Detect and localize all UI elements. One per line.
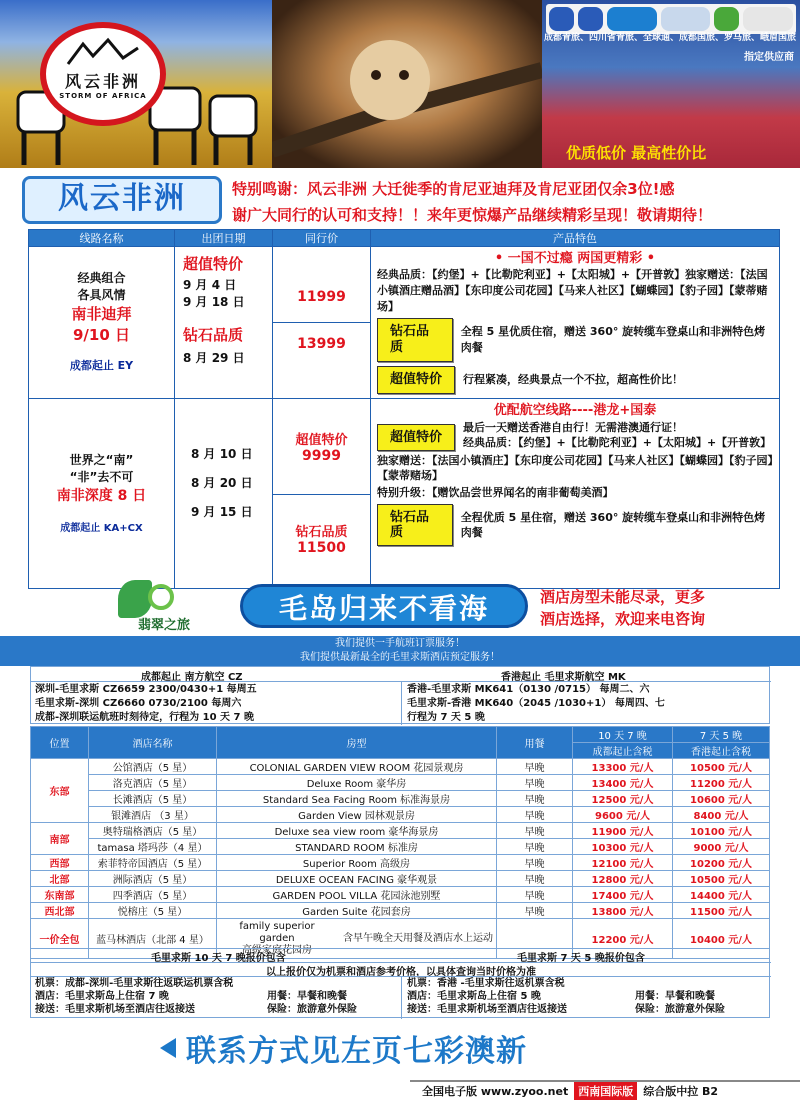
- route2-btn2-text: 全程优质 5 星住宿，赠送 360° 旋转缆车登桌山和非洲特色烤肉餐: [460, 511, 766, 539]
- lion-cub-photo: [272, 0, 542, 168]
- table-row: [31, 775, 770, 791]
- right-flights-head: 香港起止 毛里求斯航空 MK: [501, 672, 626, 683]
- special-price-button[interactable]: 超值特价: [377, 366, 455, 394]
- incl-item: 用餐：早餐和晚餐: [267, 991, 347, 1002]
- service-banner: [0, 636, 800, 666]
- price-cell: 17400 元/人: [573, 887, 673, 903]
- inclusions-box: [30, 948, 770, 1018]
- incl-item: 接送：毛里求斯机场至酒店往返接送: [35, 1004, 195, 1015]
- thanks-line-1: 特别鸣谢：风云非洲 大迁徙季的肯尼亚迪拜及肯尼亚团仅余3位!感: [232, 180, 675, 198]
- room-cell: GARDEN POOL VILLA 花园泳池别墅: [217, 887, 497, 903]
- table-row: [31, 823, 770, 839]
- route1-dates: [175, 247, 273, 399]
- flamingo-photo: [542, 0, 800, 168]
- price-cell: 12100 元/人: [573, 855, 673, 871]
- room-cell: Garden View 园林观景房: [217, 807, 497, 823]
- price-cell: 13300 元/人: [573, 759, 673, 775]
- flight-row: 毛里求斯-深圳 CZ6660 0730/2100 每周六: [35, 698, 242, 709]
- room-cell: Superior Room 高级房: [217, 855, 497, 871]
- route2-name3: 南非深度 8 日: [56, 488, 147, 504]
- arrow-left-icon: [160, 1038, 176, 1058]
- col-route: 线路名称: [29, 230, 175, 247]
- price-cell: 12200 元/人: [573, 919, 673, 959]
- route1-tag1: 超值特价: [183, 255, 244, 273]
- pos-cell: 西北部: [31, 903, 89, 919]
- room-cell: DELUXE OCEAN FACING 豪华观景: [217, 871, 497, 887]
- hotel-cell: 蓝马林酒店（北部 4 星）: [89, 919, 217, 959]
- route2-name1: 世界之“南”: [69, 453, 134, 467]
- service-line-1: 我们提供一手航班订票服务！: [335, 638, 465, 649]
- room-line: 高级家庭花园房: [242, 944, 312, 956]
- incl-item: 用餐：早餐和晚餐: [635, 991, 715, 1002]
- hotel-cell: tamasa 塔玛莎（4 星）: [89, 839, 217, 855]
- meal-cell: 早晚: [497, 903, 573, 919]
- meal-note: 含早午晚全天用餐及酒店水上运动: [343, 932, 493, 944]
- meal-cell: 早晚: [497, 871, 573, 887]
- col-date: 出团日期: [175, 230, 273, 247]
- footer-page: 综合版中拉 B2: [643, 1085, 719, 1098]
- route1-price1: 11999: [273, 247, 370, 323]
- flights-box: [30, 666, 770, 724]
- route2-feat-text: 经典品质：【约堡】+【比勒陀利亚】+【太阳城】+【开普敦】: [463, 436, 772, 449]
- price-cell: 10600 元/人: [673, 791, 770, 807]
- route1-features: [371, 247, 780, 399]
- flight-row: 香港-毛里求斯 MK641（0130 /0715） 每周二、六: [407, 684, 650, 695]
- flight-row: 成都-深圳联运航班时刻待定，行程为 10 天 7 晚: [35, 712, 254, 723]
- table-row: [31, 887, 770, 903]
- hotel-cell: 长滩酒店（5 星）: [89, 791, 217, 807]
- pos-cell: 东南部: [31, 887, 89, 903]
- flight-row: 行程为 7 天 5 晚: [407, 712, 485, 723]
- hotel-price-table: [30, 726, 770, 959]
- route2-tag2: 钻石品质: [295, 525, 348, 540]
- th-hotel: 酒店名称: [89, 727, 217, 759]
- route2-gift: 独家赠送：【法国小镇酒庄】【东印度公司花园】【马来人社区】【蝴蝶园】【豹子园】【蒙蒂赌场】: [377, 454, 773, 482]
- hotel-cell: 银滩酒店 （3 星）: [89, 807, 217, 823]
- special-price-button-2[interactable]: 超值特价: [377, 424, 455, 451]
- table-row: [31, 903, 770, 919]
- route1-prices: [273, 247, 371, 399]
- hotel-note-1: 酒店房型未能尽录，更多: [540, 588, 706, 606]
- route1-tag2: 钻石品质: [183, 326, 244, 344]
- th-position: 位置: [31, 727, 89, 759]
- th-10days: 10 天 7 晚: [573, 727, 673, 743]
- room-cell: Garden Suite 花园套房: [217, 903, 497, 919]
- th-meal: 用餐: [497, 727, 573, 759]
- room-line: family superior: [239, 920, 315, 932]
- price-cell: 11900 元/人: [573, 823, 673, 839]
- meal-cell: 早晚: [497, 855, 573, 871]
- table-row: [31, 839, 770, 855]
- col-feature: 产品特色: [371, 230, 780, 247]
- reference-note: 以上报价仅为机票和酒店参考价格，以具体查询当时价格为准: [266, 967, 536, 978]
- incl-item: 机票：成都-深圳-毛里求斯往返联运机票含税: [35, 978, 234, 989]
- price-cell: 11500 元/人: [673, 903, 770, 919]
- footer: [410, 1080, 800, 1100]
- room-cell: Standard Sea Facing Room 标准海景房: [217, 791, 497, 807]
- africa-logo: [40, 22, 166, 126]
- hotel-cell: 奥特瑞格酒店（5 星）: [89, 823, 217, 839]
- route2-upgrade: 特别升级：【赠饮品尝世界闻名的南非葡萄美酒】: [377, 486, 614, 499]
- meal-cell: 早晚: [497, 775, 573, 791]
- hotel-cell: 洲际酒店（5 星）: [89, 871, 217, 887]
- table-row: [31, 791, 770, 807]
- partners-line: 成都青旅、四川省青旅、全球通、成都国旅、罗马旅、峨眉国旅: [544, 33, 797, 43]
- pos-cell: 西部: [31, 855, 89, 871]
- brand-logo: [118, 580, 208, 632]
- hotel-cell: 索菲特帝国酒店（5 星）: [89, 855, 217, 871]
- table-row: [31, 855, 770, 871]
- route1-feat-text: 经典品质：【约堡】+【比勒陀利亚】+【太阳城】+【开普敦】独家赠送：【法国小镇酒庄赠品酒】【东印度公司花园】【马来人社区】【蝴蝶园】【豹子园】【蒙蒂赌场】: [377, 268, 768, 313]
- incl-item: 机票：香港 -毛里求斯往返机票含税: [407, 978, 565, 989]
- contact-line: 联系方式见左页七彩澳新: [186, 1034, 527, 1069]
- route2-features: [371, 399, 780, 589]
- price-cell: 10300 元/人: [573, 839, 673, 855]
- price-cell: 9000 元/人: [673, 839, 770, 855]
- route2-dates: [175, 399, 273, 589]
- incl-item: 接送：毛里求斯机场至酒店往返接送: [407, 1004, 567, 1015]
- route1-date: 9 月 4 日: [183, 278, 237, 292]
- service-line-2: 我们提供最新最全的毛里求斯酒店预定服务！: [300, 652, 500, 663]
- mauritius-title: 毛岛归来不看海: [240, 584, 528, 628]
- route2-tag1: 超值特价: [295, 433, 348, 448]
- meal-cell: 早晚: [497, 823, 573, 839]
- route2-name: [29, 399, 175, 589]
- meal-cell: 早晚: [497, 887, 573, 903]
- room-cell: Deluxe sea view room 豪华海景房: [217, 823, 497, 839]
- pos-south: 南部: [31, 823, 89, 855]
- route2-feat-title: 优配航空线路----港龙+国泰: [493, 403, 657, 418]
- pos-east: 东部: [31, 759, 89, 823]
- route2-origin: 成都起止 KA+CX: [60, 523, 143, 534]
- col-price: 同行价: [273, 230, 371, 247]
- footer-site: 全国电子版 www.zyoo.net: [422, 1085, 569, 1098]
- meal-cell: 早晚: [497, 791, 573, 807]
- room-cell: STANDARD ROOM 标准房: [217, 839, 497, 855]
- leaf-icon: [118, 580, 152, 618]
- hotel-cell: 悦榕庄（5 星）: [89, 903, 217, 919]
- route1-name3: 南非迪拜: [71, 305, 132, 323]
- route1-feat-title: • 一国不过瘾 两国更精彩 •: [494, 251, 656, 266]
- incl-item: 保险：旅游意外保险: [635, 1004, 725, 1015]
- meal-cell: 早晚: [497, 759, 573, 775]
- route1-row: [29, 247, 780, 399]
- price-cell: 10500 元/人: [673, 759, 770, 775]
- price-cell: 10400 元/人: [673, 919, 770, 959]
- route1-btn1-text: 全程 5 星优质住宿，赠送 360° 旋转缆车登桌山和非洲特色烤肉餐: [460, 325, 766, 354]
- route1-name2: 各具风情: [77, 288, 126, 302]
- route2-date: 9 月 15 日: [191, 505, 253, 519]
- incl-right-head: 毛里求斯 7 天 5 晚报价包含: [517, 953, 645, 964]
- route1-name: [29, 247, 175, 399]
- hotel-cell: 四季酒店（5 星）: [89, 887, 217, 903]
- logo-en: STORM OF AFRICA: [59, 92, 147, 100]
- th-sub-hongkong: 香港起止含税: [673, 743, 770, 759]
- route1-btn2-text: 行程紧凑，经典景点一个不拉，超高性价比！: [463, 373, 684, 386]
- price-cell: 10200 元/人: [673, 855, 770, 871]
- thanks-line-2: 谢广大同行的认可和支持！！来年更惊爆产品继续精彩呈现！敬请期待！: [232, 206, 713, 224]
- diamond-quality-button[interactable]: 钻石品质: [377, 318, 453, 362]
- hotel-note-2: 酒店选择，欢迎来电咨询: [540, 610, 706, 628]
- room-cell: Deluxe Room 豪华房: [217, 775, 497, 791]
- swirl-icon: [148, 584, 174, 610]
- pos-cell: 一价全包: [31, 919, 89, 959]
- route2-date: 8 月 20 日: [191, 476, 253, 490]
- price-cell: 14400 元/人: [673, 887, 770, 903]
- th-room: 房型: [217, 727, 497, 759]
- flight-row: 毛里求斯-香港 MK640（2045 /1030+1） 每周四、七: [407, 698, 665, 709]
- price-cell: 13400 元/人: [573, 775, 673, 791]
- th-7days: 7 天 5 晚: [673, 727, 770, 743]
- route2-price2: 11500: [297, 540, 346, 556]
- incl-left-head: 毛里求斯 10 天 7 晚报价包含: [151, 953, 286, 964]
- route2-prices: [273, 399, 371, 589]
- room-line: garden: [259, 932, 295, 944]
- flight-row: 深圳-毛里求斯 CZ6659 2300/0430+1 每周五: [35, 684, 257, 695]
- meal-cell: 早晚: [497, 807, 573, 823]
- route1-date: 8 月 29 日: [183, 351, 245, 365]
- route1-name4: 9/10 日: [72, 326, 130, 344]
- hotel-cell: 公馆酒店（5 星）: [89, 759, 217, 775]
- meal-cell: 早晚: [497, 839, 573, 855]
- branch-illustration: [272, 0, 542, 168]
- hotel-cell: 洛克酒店（5 星）: [89, 775, 217, 791]
- price-cell: 10500 元/人: [673, 871, 770, 887]
- table-row: [31, 759, 770, 775]
- table-row: [31, 807, 770, 823]
- room-cell: COLONIAL GARDEN VIEW ROOM 花园景观房: [217, 759, 497, 775]
- slogan: 优质低价 最高性价比: [566, 144, 707, 162]
- route1-name1: 经典组合: [77, 271, 126, 285]
- price-cell: 9600 元/人: [573, 807, 673, 823]
- route1-origin: 成都起止 EY: [69, 359, 134, 372]
- incl-item: 酒店：毛里求斯岛上住宿 5 晚: [407, 991, 541, 1002]
- price-cell: 11200 元/人: [673, 775, 770, 791]
- incl-item: 保险：旅游意外保险: [267, 1004, 357, 1015]
- partners-label: 指定供应商: [744, 52, 794, 63]
- route2-btn1-text: 最后一天赠送香港自由行！无需港澳通行证！: [463, 421, 684, 434]
- price-cell: 8400 元/人: [673, 807, 770, 823]
- zebra-photo: [0, 0, 272, 168]
- route2-date: 8 月 10 日: [191, 447, 253, 461]
- price-cell: 10100 元/人: [673, 823, 770, 839]
- price-cell: 12500 元/人: [573, 791, 673, 807]
- route1-price2: 13999: [297, 336, 346, 352]
- table-row: [31, 871, 770, 887]
- diamond-quality-button-2[interactable]: 钻石品质: [377, 504, 453, 546]
- brand-name: 翡翠之旅: [138, 618, 191, 633]
- pos-cell: 北部: [31, 871, 89, 887]
- incl-item: 酒店：毛里求斯岛上住宿 7 晚: [35, 991, 169, 1002]
- route2-price1: 9999: [302, 448, 341, 464]
- route2-name2: “非”去不可: [69, 470, 134, 484]
- price-cell: 13800 元/人: [573, 903, 673, 919]
- section-title: 风云非洲: [22, 176, 222, 224]
- logo-cn: 风云非洲: [64, 72, 141, 91]
- route1-date: 9 月 18 日: [183, 295, 245, 309]
- africa-route-table: [28, 229, 780, 589]
- footer-edition: 西南国际版: [574, 1082, 637, 1100]
- route2-row: [29, 399, 780, 589]
- left-flights-head: 成都起止 南方航空 CZ: [141, 672, 243, 683]
- price-cell: 12800 元/人: [573, 871, 673, 887]
- th-sub-chengdu: 成都起止含税: [573, 743, 673, 759]
